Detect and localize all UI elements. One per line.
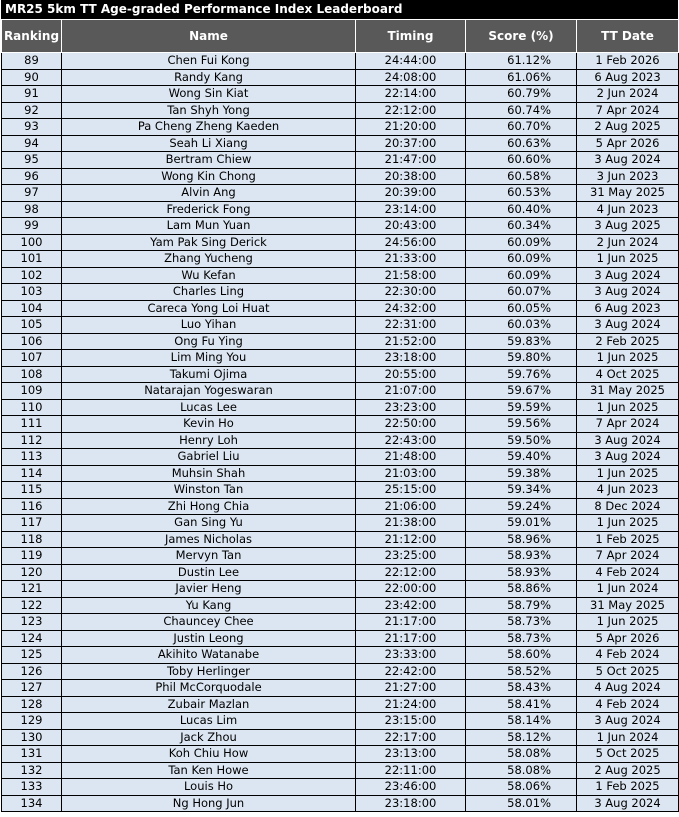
timing-cell: 24:56:00 <box>356 234 466 251</box>
name-cell: Ng Hong Jun <box>62 795 356 812</box>
table-row[interactable] <box>2 795 679 812</box>
score-cell: 60.53% <box>466 185 577 202</box>
column-header-tt-date[interactable]: TT Date <box>577 20 679 53</box>
table-row[interactable] <box>2 201 679 218</box>
score-cell: 58.60% <box>466 647 577 664</box>
score-cell: 58.43% <box>466 680 577 697</box>
table-row[interactable] <box>2 663 679 680</box>
timing-cell: 20:38:00 <box>356 168 466 185</box>
timing-cell: 20:43:00 <box>356 218 466 235</box>
score-cell: 59.34% <box>466 482 577 499</box>
ranking-cell: 107 <box>2 350 62 367</box>
table-row[interactable] <box>2 449 679 466</box>
ranking-cell: 109 <box>2 383 62 400</box>
tt-date-cell: 3 Aug 2024 <box>577 317 679 334</box>
tt-date-cell: 1 Jun 2025 <box>577 350 679 367</box>
ranking-cell: 108 <box>2 366 62 383</box>
ranking-cell: 100 <box>2 234 62 251</box>
table-row[interactable] <box>2 498 679 515</box>
table-body <box>2 53 679 812</box>
score-cell: 60.09% <box>466 251 577 268</box>
ranking-cell: 91 <box>2 86 62 103</box>
name-cell: Bertram Chiew <box>62 152 356 169</box>
name-cell: Lucas Lee <box>62 399 356 416</box>
tt-date-cell: 1 Jun 2025 <box>577 614 679 631</box>
timing-cell: 24:32:00 <box>356 300 466 317</box>
table-row[interactable] <box>2 383 679 400</box>
tt-date-cell: 2 Aug 2025 <box>577 762 679 779</box>
column-header-timing[interactable]: Timing <box>356 20 466 53</box>
name-cell: Chen Fui Kong <box>62 53 356 70</box>
timing-cell: 23:33:00 <box>356 647 466 664</box>
name-cell: Zhang Yucheng <box>62 251 356 268</box>
timing-cell: 20:39:00 <box>356 185 466 202</box>
tt-date-cell: 1 Feb 2025 <box>577 531 679 548</box>
table-row[interactable] <box>2 680 679 697</box>
table-row[interactable] <box>2 267 679 284</box>
name-cell: Lucas Lim <box>62 713 356 730</box>
table-row[interactable] <box>2 746 679 763</box>
name-cell: Yu Kang <box>62 597 356 614</box>
table-row[interactable] <box>2 416 679 433</box>
tt-date-cell: 3 Aug 2024 <box>577 432 679 449</box>
header-row <box>2 20 679 53</box>
tt-date-cell: 2 Jun 2024 <box>577 234 679 251</box>
table-row[interactable] <box>2 234 679 251</box>
name-cell: Tan Shyh Yong <box>62 102 356 119</box>
timing-cell: 22:14:00 <box>356 86 466 103</box>
score-cell: 60.60% <box>466 152 577 169</box>
leaderboard-title: MR25 5km TT Age-graded Performance Index Leaderboard <box>1 0 678 19</box>
name-cell: Wu Kefan <box>62 267 356 284</box>
ranking-cell: 105 <box>2 317 62 334</box>
ranking-cell: 106 <box>2 333 62 350</box>
score-cell: 60.09% <box>466 234 577 251</box>
name-cell: Randy Kang <box>62 69 356 86</box>
timing-cell: 25:15:00 <box>356 482 466 499</box>
table-row[interactable] <box>2 779 679 796</box>
tt-date-cell: 31 May 2025 <box>577 383 679 400</box>
name-cell: James Nicholas <box>62 531 356 548</box>
tt-date-cell: 1 Feb 2026 <box>577 53 679 70</box>
ranking-cell: 115 <box>2 482 62 499</box>
tt-date-cell: 4 Jun 2023 <box>577 201 679 218</box>
tt-date-cell: 4 Feb 2024 <box>577 564 679 581</box>
score-cell: 58.96% <box>466 531 577 548</box>
tt-date-cell: 2 Aug 2025 <box>577 119 679 136</box>
name-cell: Justin Leong <box>62 630 356 647</box>
name-cell: Lim Ming You <box>62 350 356 367</box>
timing-cell: 21:17:00 <box>356 614 466 631</box>
timing-cell: 23:25:00 <box>356 548 466 565</box>
timing-cell: 24:08:00 <box>356 69 466 86</box>
timing-cell: 21:38:00 <box>356 515 466 532</box>
timing-cell: 23:42:00 <box>356 597 466 614</box>
ranking-cell: 113 <box>2 449 62 466</box>
table-row[interactable] <box>2 152 679 169</box>
timing-cell: 23:18:00 <box>356 350 466 367</box>
ranking-cell: 97 <box>2 185 62 202</box>
table-row[interactable] <box>2 119 679 136</box>
tt-date-cell: 1 Jun 2025 <box>577 465 679 482</box>
tt-date-cell: 1 Jun 2024 <box>577 729 679 746</box>
tt-date-cell: 3 Aug 2025 <box>577 218 679 235</box>
name-cell: Phil McCorquodale <box>62 680 356 697</box>
ranking-cell: 125 <box>2 647 62 664</box>
tt-date-cell: 7 Apr 2024 <box>577 548 679 565</box>
ranking-cell: 101 <box>2 251 62 268</box>
ranking-cell: 93 <box>2 119 62 136</box>
name-cell: Tan Ken Howe <box>62 762 356 779</box>
score-cell: 58.12% <box>466 729 577 746</box>
ranking-cell: 130 <box>2 729 62 746</box>
tt-date-cell: 3 Aug 2024 <box>577 284 679 301</box>
name-cell: Yam Pak Sing Derick <box>62 234 356 251</box>
tt-date-cell: 31 May 2025 <box>577 185 679 202</box>
leaderboard-table <box>1 19 679 812</box>
tt-date-cell: 3 Aug 2024 <box>577 713 679 730</box>
score-cell: 60.58% <box>466 168 577 185</box>
ranking-cell: 132 <box>2 762 62 779</box>
tt-date-cell: 7 Apr 2024 <box>577 102 679 119</box>
ranking-cell: 112 <box>2 432 62 449</box>
name-cell: Akihito Watanabe <box>62 647 356 664</box>
ranking-cell: 119 <box>2 548 62 565</box>
ranking-cell: 124 <box>2 630 62 647</box>
table-row[interactable] <box>2 317 679 334</box>
name-cell: Pa Cheng Zheng Kaeden <box>62 119 356 136</box>
timing-cell: 21:12:00 <box>356 531 466 548</box>
score-cell: 60.74% <box>466 102 577 119</box>
ranking-cell: 89 <box>2 53 62 70</box>
timing-cell: 21:33:00 <box>356 251 466 268</box>
name-cell: Ong Fu Ying <box>62 333 356 350</box>
timing-cell: 22:11:00 <box>356 762 466 779</box>
score-cell: 60.03% <box>466 317 577 334</box>
tt-date-cell: 1 Feb 2025 <box>577 779 679 796</box>
score-cell: 58.86% <box>466 581 577 598</box>
score-cell: 59.80% <box>466 350 577 367</box>
tt-date-cell: 3 Aug 2024 <box>577 267 679 284</box>
ranking-cell: 90 <box>2 69 62 86</box>
name-cell: Dustin Lee <box>62 564 356 581</box>
score-cell: 58.08% <box>466 762 577 779</box>
timing-cell: 20:55:00 <box>356 366 466 383</box>
score-cell: 60.79% <box>466 86 577 103</box>
name-cell: Zubair Mazlan <box>62 696 356 713</box>
ranking-cell: 131 <box>2 746 62 763</box>
score-cell: 58.93% <box>466 564 577 581</box>
score-cell: 60.07% <box>466 284 577 301</box>
table-row[interactable] <box>2 350 679 367</box>
score-cell: 58.93% <box>466 548 577 565</box>
timing-cell: 23:13:00 <box>356 746 466 763</box>
tt-date-cell: 4 Feb 2024 <box>577 696 679 713</box>
column-header-name[interactable]: Name <box>62 20 356 53</box>
timing-cell: 23:14:00 <box>356 201 466 218</box>
timing-cell: 21:07:00 <box>356 383 466 400</box>
name-cell: Winston Tan <box>62 482 356 499</box>
tt-date-cell: 6 Aug 2023 <box>577 69 679 86</box>
table-row[interactable] <box>2 86 679 103</box>
timing-cell: 21:58:00 <box>356 267 466 284</box>
score-cell: 60.09% <box>466 267 577 284</box>
ranking-cell: 134 <box>2 795 62 812</box>
timing-cell: 23:18:00 <box>356 795 466 812</box>
name-cell: Seah Li Xiang <box>62 135 356 152</box>
table-row[interactable] <box>2 762 679 779</box>
name-cell: Alvin Ang <box>62 185 356 202</box>
table-row[interactable] <box>2 729 679 746</box>
score-cell: 59.40% <box>466 449 577 466</box>
table-row[interactable] <box>2 581 679 598</box>
ranking-cell: 92 <box>2 102 62 119</box>
table-row[interactable] <box>2 284 679 301</box>
table-row[interactable] <box>2 597 679 614</box>
tt-date-cell: 5 Apr 2026 <box>577 630 679 647</box>
score-cell: 58.52% <box>466 663 577 680</box>
ranking-cell: 114 <box>2 465 62 482</box>
score-cell: 58.41% <box>466 696 577 713</box>
score-cell: 60.34% <box>466 218 577 235</box>
name-cell: Chauncey Chee <box>62 614 356 631</box>
tt-date-cell: 2 Jun 2024 <box>577 86 679 103</box>
table-row[interactable] <box>2 399 679 416</box>
timing-cell: 21:17:00 <box>356 630 466 647</box>
table-row[interactable] <box>2 630 679 647</box>
ranking-cell: 133 <box>2 779 62 796</box>
ranking-cell: 111 <box>2 416 62 433</box>
name-cell: Javier Heng <box>62 581 356 598</box>
name-cell: Wong Sin Kiat <box>62 86 356 103</box>
column-header-score[interactable]: Score (%) <box>466 20 577 53</box>
tt-date-cell: 1 Jun 2025 <box>577 251 679 268</box>
score-cell: 58.14% <box>466 713 577 730</box>
score-cell: 60.70% <box>466 119 577 136</box>
timing-cell: 21:52:00 <box>356 333 466 350</box>
ranking-cell: 110 <box>2 399 62 416</box>
name-cell: Koh Chiu How <box>62 746 356 763</box>
table-row[interactable] <box>2 53 679 70</box>
name-cell: Takumi Ojima <box>62 366 356 383</box>
table-row[interactable] <box>2 251 679 268</box>
score-cell: 61.06% <box>466 69 577 86</box>
timing-cell: 22:43:00 <box>356 432 466 449</box>
table-row[interactable] <box>2 696 679 713</box>
name-cell: Mervyn Tan <box>62 548 356 565</box>
name-cell: Gan Sing Yu <box>62 515 356 532</box>
table-row[interactable] <box>2 515 679 532</box>
tt-date-cell: 6 Aug 2023 <box>577 300 679 317</box>
score-cell: 59.67% <box>466 383 577 400</box>
ranking-cell: 122 <box>2 597 62 614</box>
timing-cell: 22:42:00 <box>356 663 466 680</box>
timing-cell: 24:44:00 <box>356 53 466 70</box>
ranking-cell: 117 <box>2 515 62 532</box>
table-row[interactable] <box>2 647 679 664</box>
name-cell: Louis Ho <box>62 779 356 796</box>
timing-cell: 21:06:00 <box>356 498 466 515</box>
tt-date-cell: 1 Jun 2025 <box>577 399 679 416</box>
score-cell: 60.63% <box>466 135 577 152</box>
name-cell: Kevin Ho <box>62 416 356 433</box>
tt-date-cell: 1 Jun 2025 <box>577 515 679 532</box>
score-cell: 58.08% <box>466 746 577 763</box>
ranking-cell: 102 <box>2 267 62 284</box>
ranking-cell: 128 <box>2 696 62 713</box>
timing-cell: 23:15:00 <box>356 713 466 730</box>
score-cell: 61.12% <box>466 53 577 70</box>
ranking-cell: 104 <box>2 300 62 317</box>
score-cell: 58.73% <box>466 614 577 631</box>
name-cell: Careca Yong Loi Huat <box>62 300 356 317</box>
name-cell: Charles Ling <box>62 284 356 301</box>
timing-cell: 22:50:00 <box>356 416 466 433</box>
name-cell: Luo Yihan <box>62 317 356 334</box>
name-cell: Lam Mun Yuan <box>62 218 356 235</box>
table-row[interactable] <box>2 69 679 86</box>
tt-date-cell: 2 Feb 2025 <box>577 333 679 350</box>
score-cell: 59.38% <box>466 465 577 482</box>
name-cell: Natarajan Yogeswaran <box>62 383 356 400</box>
tt-date-cell: 5 Apr 2026 <box>577 135 679 152</box>
timing-cell: 22:12:00 <box>356 564 466 581</box>
ranking-cell: 118 <box>2 531 62 548</box>
name-cell: Frederick Fong <box>62 201 356 218</box>
tt-date-cell: 5 Oct 2025 <box>577 746 679 763</box>
score-cell: 59.76% <box>466 366 577 383</box>
tt-date-cell: 3 Aug 2024 <box>577 152 679 169</box>
timing-cell: 23:46:00 <box>356 779 466 796</box>
name-cell: Muhsin Shah <box>62 465 356 482</box>
score-cell: 59.50% <box>466 432 577 449</box>
tt-date-cell: 8 Dec 2024 <box>577 498 679 515</box>
name-cell: Gabriel Liu <box>62 449 356 466</box>
score-cell: 59.56% <box>466 416 577 433</box>
ranking-cell: 126 <box>2 663 62 680</box>
name-cell: Henry Loh <box>62 432 356 449</box>
table-row[interactable] <box>2 548 679 565</box>
table-row[interactable] <box>2 168 679 185</box>
table-row[interactable] <box>2 300 679 317</box>
timing-cell: 20:37:00 <box>356 135 466 152</box>
name-cell: Jack Zhou <box>62 729 356 746</box>
tt-date-cell: 3 Aug 2024 <box>577 449 679 466</box>
tt-date-cell: 31 May 2025 <box>577 597 679 614</box>
ranking-cell: 116 <box>2 498 62 515</box>
ranking-cell: 94 <box>2 135 62 152</box>
tt-date-cell: 5 Oct 2025 <box>577 663 679 680</box>
ranking-cell: 123 <box>2 614 62 631</box>
timing-cell: 22:00:00 <box>356 581 466 598</box>
timing-cell: 21:47:00 <box>356 152 466 169</box>
column-header-ranking[interactable]: Ranking <box>2 20 62 53</box>
tt-date-cell: 4 Aug 2024 <box>577 680 679 697</box>
tt-date-cell: 7 Apr 2024 <box>577 416 679 433</box>
name-cell: Toby Herlinger <box>62 663 356 680</box>
score-cell: 59.01% <box>466 515 577 532</box>
table-row[interactable] <box>2 218 679 235</box>
ranking-cell: 127 <box>2 680 62 697</box>
timing-cell: 22:30:00 <box>356 284 466 301</box>
tt-date-cell: 3 Aug 2024 <box>577 795 679 812</box>
score-cell: 60.05% <box>466 300 577 317</box>
table-row[interactable] <box>2 432 679 449</box>
table-row[interactable] <box>2 333 679 350</box>
table-row[interactable] <box>2 482 679 499</box>
ranking-cell: 129 <box>2 713 62 730</box>
leaderboard-sheet <box>1 0 678 812</box>
timing-cell: 23:23:00 <box>356 399 466 416</box>
ranking-cell: 99 <box>2 218 62 235</box>
timing-cell: 21:20:00 <box>356 119 466 136</box>
timing-cell: 22:31:00 <box>356 317 466 334</box>
score-cell: 58.73% <box>466 630 577 647</box>
table-row[interactable] <box>2 185 679 202</box>
ranking-cell: 98 <box>2 201 62 218</box>
ranking-cell: 120 <box>2 564 62 581</box>
table-row[interactable] <box>2 465 679 482</box>
ranking-cell: 95 <box>2 152 62 169</box>
table-row[interactable] <box>2 366 679 383</box>
timing-cell: 21:48:00 <box>356 449 466 466</box>
score-cell: 59.59% <box>466 399 577 416</box>
tt-date-cell: 1 Jun 2024 <box>577 581 679 598</box>
score-cell: 59.83% <box>466 333 577 350</box>
table-row[interactable] <box>2 614 679 631</box>
tt-date-cell: 4 Oct 2025 <box>577 366 679 383</box>
tt-date-cell: 4 Feb 2024 <box>577 647 679 664</box>
name-cell: Wong Kin Chong <box>62 168 356 185</box>
score-cell: 59.24% <box>466 498 577 515</box>
ranking-cell: 96 <box>2 168 62 185</box>
table-row[interactable] <box>2 531 679 548</box>
ranking-cell: 103 <box>2 284 62 301</box>
score-cell: 60.40% <box>466 201 577 218</box>
ranking-cell: 121 <box>2 581 62 598</box>
tt-date-cell: 3 Jun 2023 <box>577 168 679 185</box>
table-header <box>2 20 679 53</box>
table-row[interactable] <box>2 135 679 152</box>
score-cell: 58.01% <box>466 795 577 812</box>
timing-cell: 22:12:00 <box>356 102 466 119</box>
table-row[interactable] <box>2 564 679 581</box>
timing-cell: 22:17:00 <box>356 729 466 746</box>
timing-cell: 21:03:00 <box>356 465 466 482</box>
tt-date-cell: 4 Jun 2023 <box>577 482 679 499</box>
table-row[interactable] <box>2 713 679 730</box>
score-cell: 58.06% <box>466 779 577 796</box>
timing-cell: 21:27:00 <box>356 680 466 697</box>
score-cell: 58.79% <box>466 597 577 614</box>
table-row[interactable] <box>2 102 679 119</box>
name-cell: Zhi Hong Chia <box>62 498 356 515</box>
timing-cell: 21:24:00 <box>356 696 466 713</box>
